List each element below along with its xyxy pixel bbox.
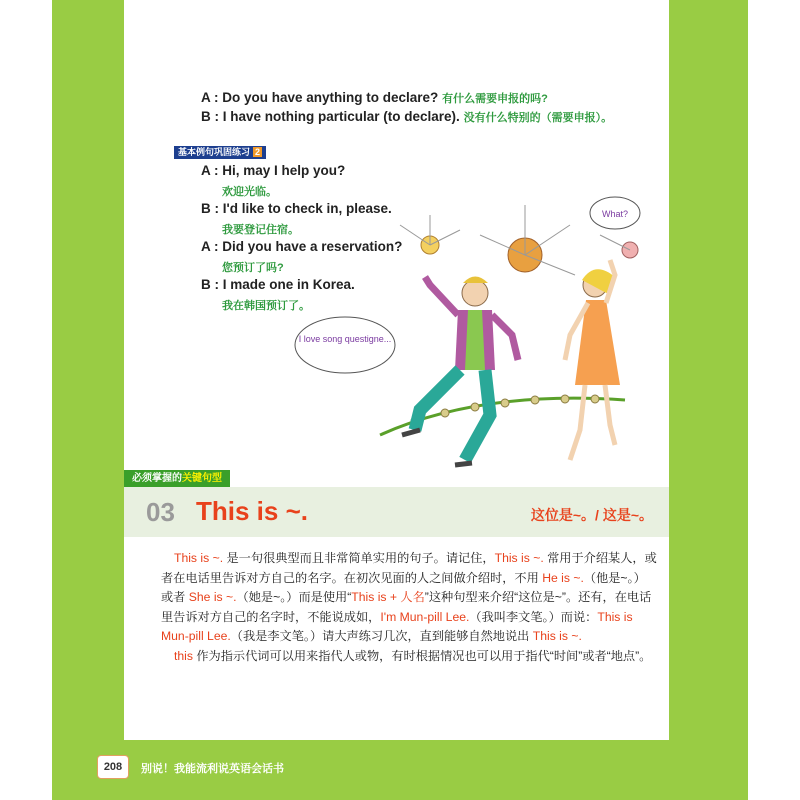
body-segment: 常用于介绍某人，或者在电话里告诉对方自己的名字。在初次见面的人之间做介绍时，不用	[161, 551, 657, 585]
paragraph-2	[161, 647, 658, 667]
highlight-phrase: This is ~.	[174, 551, 224, 565]
body-segment: 是一句很典型而且非常简单实用的句子。请记住，	[223, 551, 495, 565]
speech-bubble-right	[590, 197, 640, 229]
highlight-phrase: This is + 人名	[351, 590, 425, 605]
section-header	[124, 487, 669, 537]
body-segment: 作为指示代词可以用来指代人或物，有时根据情况也可以用于指代“时间”或者“地点”。	[192, 648, 652, 663]
body-segment: （我叫李文笔。）而说：	[469, 609, 598, 624]
bubble-right-text: What?	[601, 209, 629, 219]
practice-line-1-cn: 欢迎光临。	[222, 186, 277, 198]
paragraph-1	[161, 549, 658, 647]
highlight-phrase: this	[174, 648, 193, 663]
highlight-phrase: This is Mun-pill Lee.	[161, 609, 633, 644]
practice-line-4-cn: 我在韩国预订了。	[222, 300, 310, 312]
practice-line-3: A : Did you have a reservation?	[201, 239, 403, 254]
highlight-phrase: He is ~.	[542, 570, 584, 585]
section-title: This is ~.	[196, 496, 308, 526]
practice-line-4: B : I made one in Korea.	[201, 277, 355, 292]
page-number: 208	[97, 755, 129, 779]
footer-book-title: 别说！我能流利说英语会话书	[141, 763, 284, 775]
woman-figure	[565, 260, 620, 460]
top-dialogue-b: B : I have nothing particular (to declare). 没有什么特别的（需要申报）。	[201, 109, 613, 124]
highlight-phrase: This is ~.	[494, 551, 544, 565]
practice-label: 基本例句巩固练习 2	[174, 146, 266, 159]
section-number: 03	[146, 497, 175, 527]
highlight-phrase: This is ~.	[532, 629, 582, 644]
top-dialogue-a: A : Do you have anything to declare? 有什么需要申报的吗?	[201, 90, 548, 105]
section-tag: 必须掌握的关键句型	[124, 470, 230, 487]
practice-line-3-cn: 您预订了吗?	[222, 262, 284, 274]
highlight-phrase: She is ~.	[188, 590, 237, 605]
man-figure	[402, 277, 518, 466]
body-segment: （我是李文笔。）请大声练习几次，直到能够自然地说出	[230, 629, 533, 644]
dancing-couple-illustration	[280, 185, 660, 485]
body-segment: ”这种句型来介绍“这位是~”。还有，在电话里告诉对方自己的名字时，不能说成如，	[161, 590, 652, 624]
section-title-cn: 这位是~。/ 这是~。	[530, 507, 653, 523]
bubble-left-text: I love song questigne...	[298, 334, 392, 344]
practice-line-2: B : I'd like to check in, please.	[201, 201, 392, 216]
speech-bubble-left	[295, 317, 395, 373]
highlight-phrase: I'm Mun-pill Lee.	[380, 609, 470, 624]
explanation-text	[161, 549, 658, 667]
practice-line-2-cn: 我要登记住宿。	[222, 224, 299, 236]
practice-line-1: A : Hi, may I help you?	[201, 163, 346, 178]
body-segment: （她是~。）而是使用“	[236, 590, 352, 605]
body-segment: （他是~。）或者	[161, 570, 646, 605]
